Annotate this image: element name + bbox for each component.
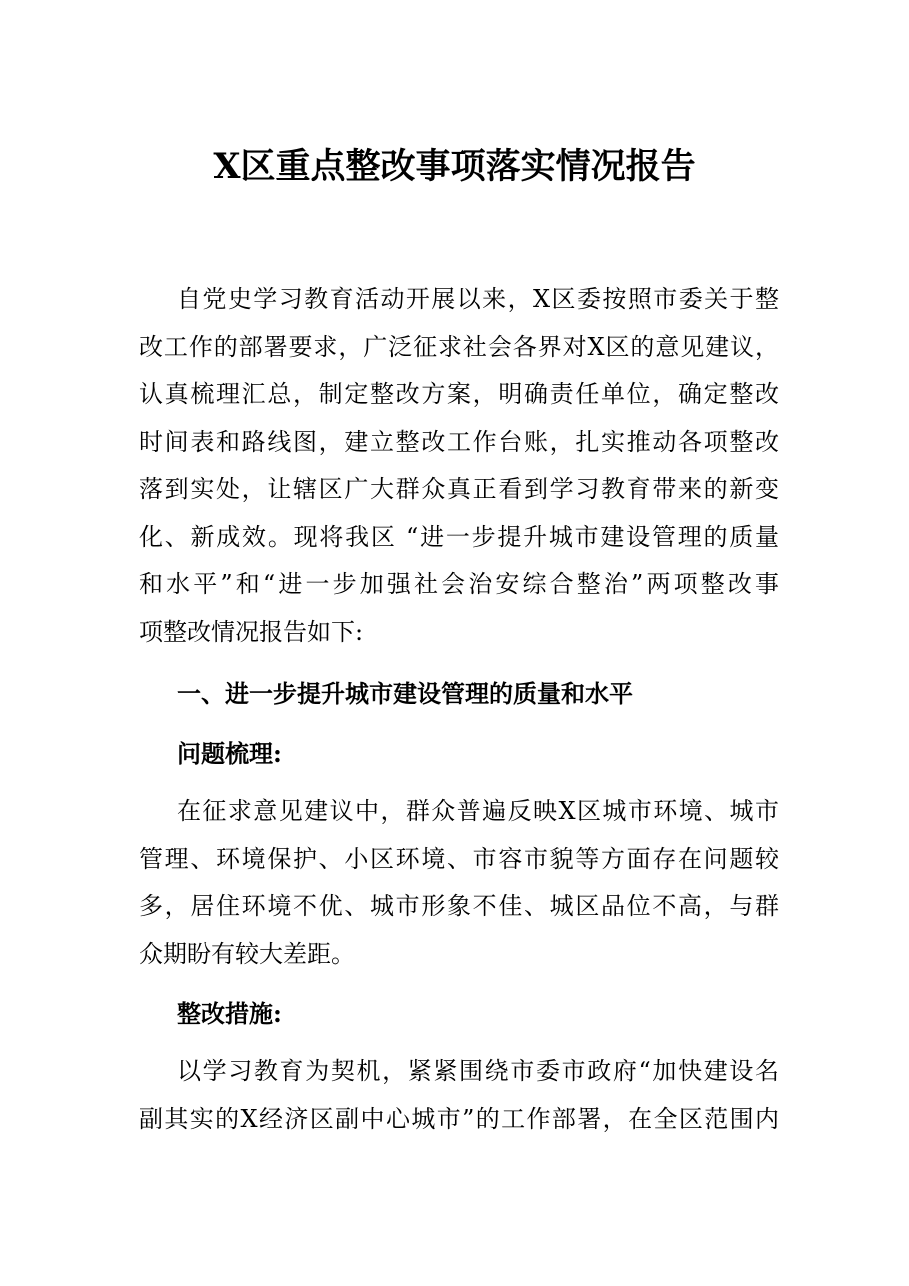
problem-line: 管理、环境保护、小区环境、市容市貌等方面存在问题较 <box>139 845 779 873</box>
problem-line: 在征求意见建议中，群众普遍反映X区城市环境、城市 <box>177 797 779 825</box>
intro-line: 认真梳理汇总，制定整改方案，明确责任单位，确定整改 <box>139 380 779 408</box>
measures-line: 副其实的X经济区副中心城市”的工作部署，在全区范围内 <box>139 1105 779 1133</box>
problem-line: 众期盼有较大差距。 <box>139 940 355 968</box>
problem-heading: 问题梳理: <box>177 739 282 768</box>
intro-line: 时间表和路线图，建立整改工作台账，扎实推动各项整改 <box>139 428 779 456</box>
intro-line: 落到实处，让辖区广大群众真正看到学习教育带来的新变 <box>139 475 779 503</box>
measures-line: 以学习教育为契机，紧紧围绕市委市政府“加快建设名 <box>177 1057 779 1085</box>
intro-line: 化、新成效。现将我区 “进一步提升城市建设管理的质量 <box>139 523 779 551</box>
problem-line: 多，居住环境不优、城市形象不佳、城区品位不高，与群 <box>139 892 779 920</box>
measures-heading: 整改措施: <box>177 999 282 1028</box>
intro-line: 改工作的部署要求，广泛征求社会各界对X区的意见建议， <box>139 333 779 361</box>
document-title: X区重点整改事项落实情况报告 <box>213 146 696 187</box>
intro-line: 项整改情况报告如下: <box>139 618 364 646</box>
intro-line: 和水平”和“进一步加强社会治安综合整治”两项整改事 <box>139 570 779 598</box>
intro-line: 自党史学习教育活动开展以来，X区委按照市委关于整 <box>177 285 779 313</box>
section-heading: 一、进一步提升城市建设管理的质量和水平 <box>177 679 633 708</box>
